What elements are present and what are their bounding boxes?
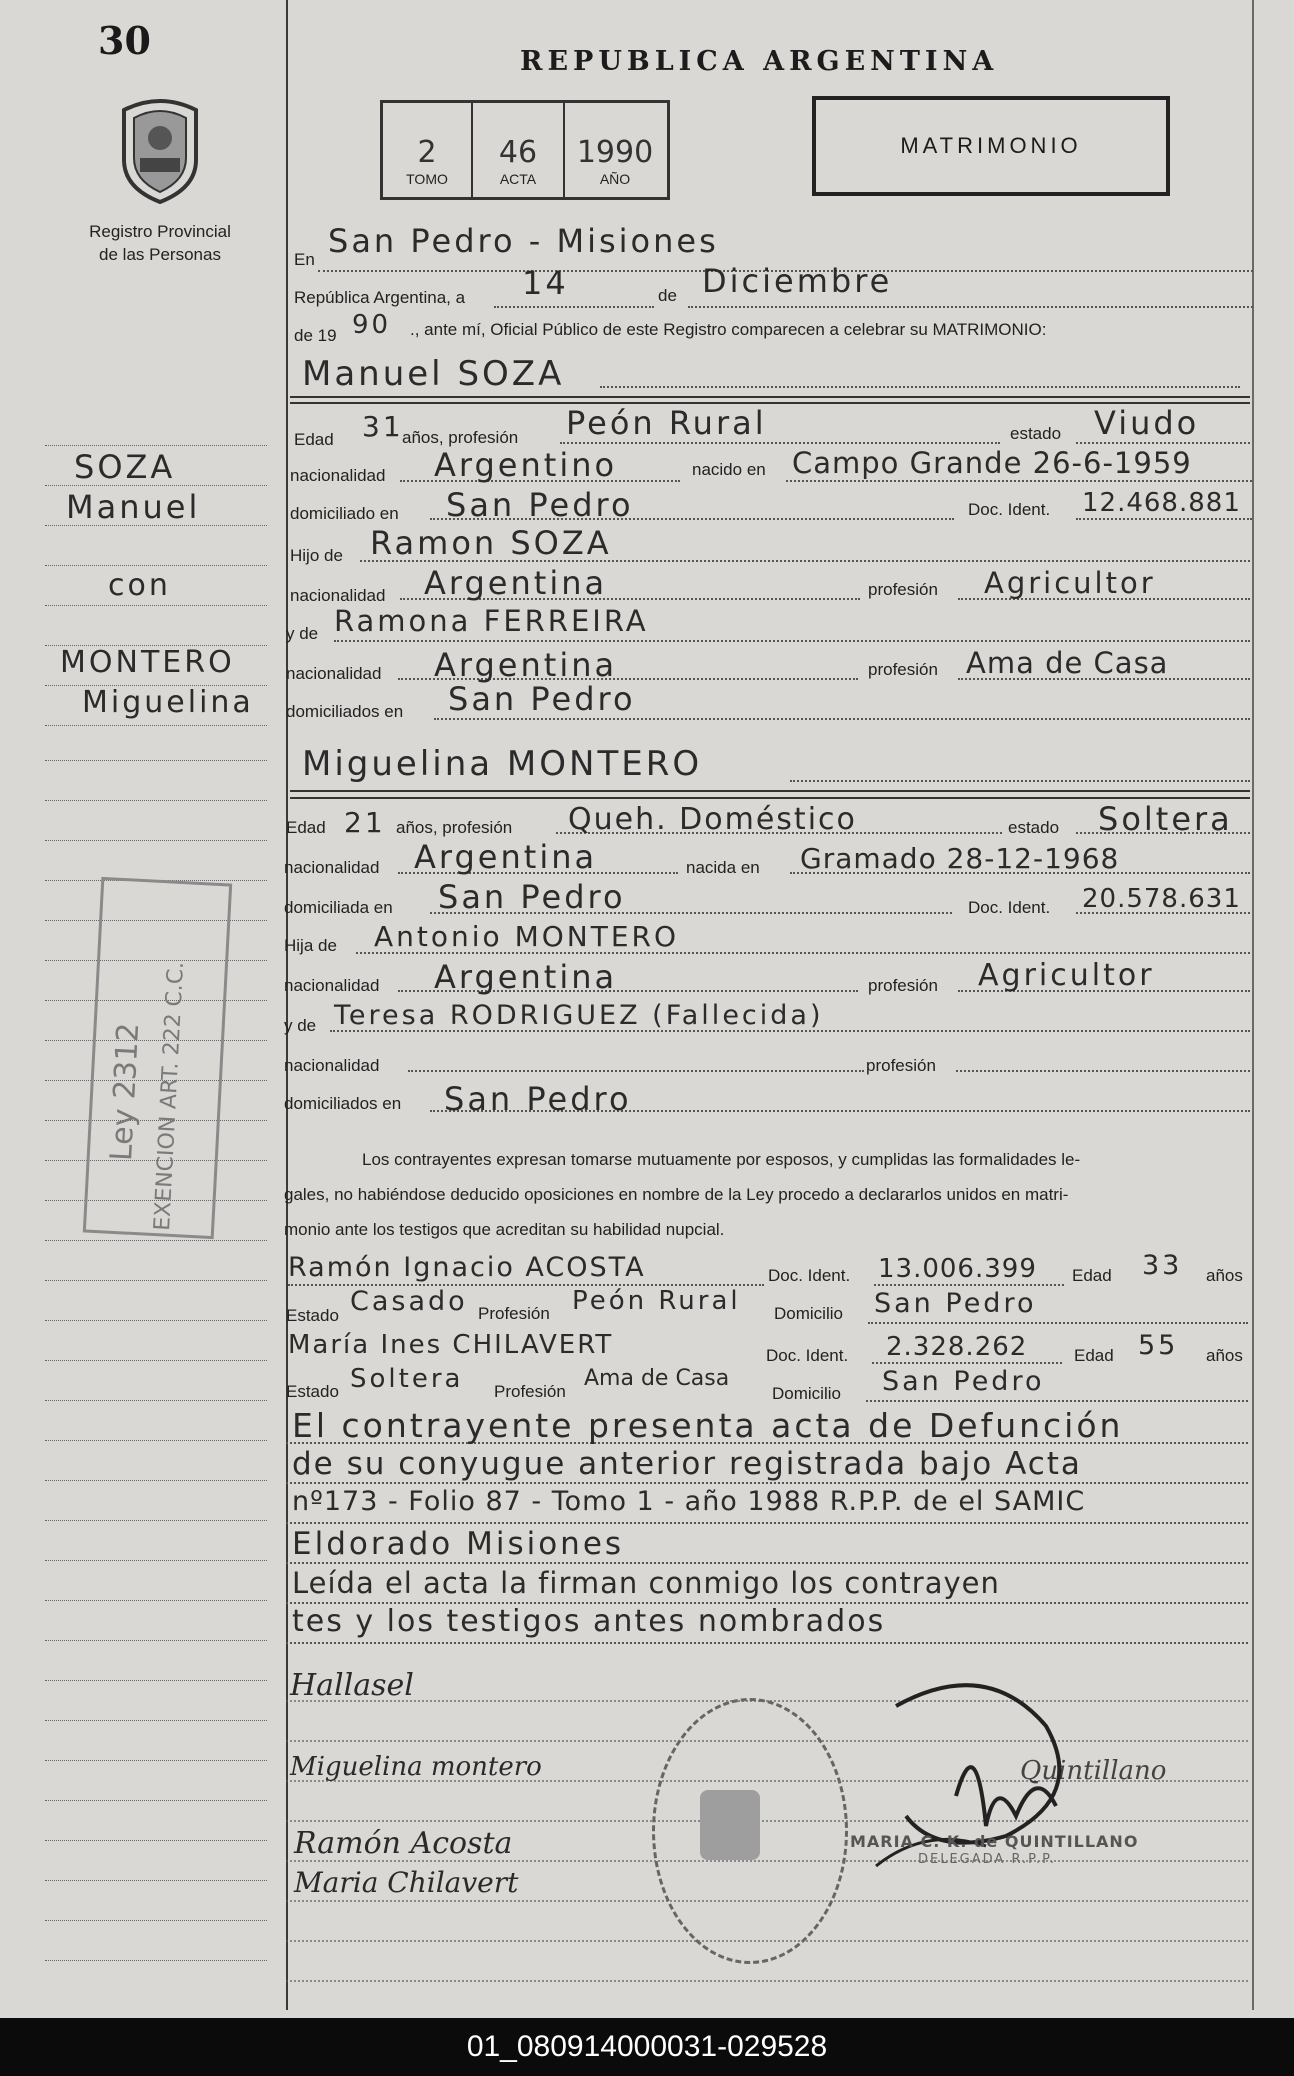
witness2-label-estado: Estado bbox=[286, 1382, 339, 1401]
signature-4: Maria Chilavert bbox=[294, 1866, 519, 1899]
country-title: REPUBLICA ARGENTINA bbox=[520, 46, 999, 77]
right-margin-border bbox=[1252, 0, 1254, 2010]
acta-label: ACTA bbox=[499, 171, 537, 187]
bride-label-anos: años, profesión bbox=[396, 818, 513, 837]
bride-profession: Queh. Doméstico bbox=[568, 802, 857, 837]
witness1-label-anos: años bbox=[1206, 1266, 1243, 1285]
bride-doc: 20.578.631 bbox=[1082, 884, 1241, 914]
bride-nationality: Argentina bbox=[414, 838, 598, 876]
groom-label-mother-prof: profesión bbox=[868, 660, 938, 679]
official-stamp-role: DELEGADA R.P.P. bbox=[918, 1852, 1057, 1867]
groom-birth: Campo Grande 26-6-1959 bbox=[792, 446, 1192, 480]
bride-father-nationality: Argentina bbox=[434, 958, 618, 996]
groom-label-doc: Doc. Ident. bbox=[968, 500, 1051, 519]
witness1-label-dom: Domicilio bbox=[774, 1304, 843, 1323]
bride-label-doc: Doc. Ident. bbox=[968, 898, 1051, 917]
label-en: En bbox=[294, 250, 315, 269]
bride-label-domiciliados: domiciliados en bbox=[284, 1094, 402, 1113]
bride-label-nacida: nacida en bbox=[686, 858, 760, 877]
label-intro-rest: ., ante mí, Oficial Público de este Registro comparecen a celebrar su MATRIMONIO: bbox=[410, 320, 1047, 339]
witness2-label-dom: Domicilio bbox=[772, 1384, 841, 1403]
bride-civil-state: Soltera bbox=[1098, 800, 1233, 838]
margin-surname2: MONTERO bbox=[60, 645, 235, 680]
registry-name-line1: Registro Provincial bbox=[89, 222, 231, 241]
note-line4: Eldorado Misiones bbox=[292, 1526, 625, 1562]
official-seal-emblem bbox=[700, 1790, 760, 1860]
record-type-box bbox=[812, 96, 1170, 196]
bride-label-hija: Hija de bbox=[284, 936, 337, 955]
tomo-value: 2 bbox=[417, 135, 437, 170]
groom-father-nationality: Argentina bbox=[424, 564, 608, 602]
groom-mother-nationality: Argentina bbox=[434, 646, 618, 684]
declaration-line3: monio ante los testigos que acreditan su habilidad nupcial. bbox=[284, 1220, 725, 1239]
groom-father-profession: Agricultor bbox=[984, 566, 1156, 600]
groom-label-estado: estado bbox=[1010, 424, 1062, 443]
record-type: MATRIMONIO bbox=[900, 133, 1082, 158]
groom-label-domiciliados: domiciliados en bbox=[286, 702, 404, 721]
witness2-label-prof: Profesión bbox=[494, 1382, 566, 1401]
marriage-day: 14 bbox=[522, 264, 569, 302]
witness1-label-doc: Doc. Ident. bbox=[768, 1266, 851, 1285]
signature-2: Miguelina montero bbox=[290, 1752, 542, 1782]
witness1-label-edad: Edad bbox=[1072, 1266, 1112, 1285]
groom-label-father-prof: profesión bbox=[868, 580, 938, 599]
groom-father: Ramon SOZA bbox=[370, 524, 612, 562]
groom-nationality: Argentino bbox=[434, 446, 618, 484]
groom-label-mother-nac: nacionalidad bbox=[286, 664, 382, 683]
stamp-line1: Ley 2312 bbox=[104, 1021, 147, 1162]
registry-name bbox=[60, 222, 260, 265]
witness1-name: Ramón Ignacio ACOSTA bbox=[288, 1252, 646, 1283]
note-line1: El contrayente presenta acta de Defunción bbox=[292, 1406, 1124, 1445]
groom-mother-profession: Ama de Casa bbox=[966, 646, 1169, 680]
groom-label-nacido: nacido en bbox=[692, 460, 766, 479]
witness2-name: María Ines CHILAVERT bbox=[288, 1330, 614, 1360]
margin-name2: Miguelina bbox=[82, 685, 254, 720]
ano-value: 1990 bbox=[576, 135, 654, 170]
bride-parents-domicile: San Pedro bbox=[444, 1080, 632, 1118]
groom-mother: Ramona FERREIRA bbox=[334, 604, 649, 638]
witness2-state: Soltera bbox=[350, 1364, 464, 1394]
witness2-label-doc: Doc. Ident. bbox=[766, 1346, 849, 1365]
witness2-label-edad: Edad bbox=[1074, 1346, 1114, 1365]
label-year-prefix: de 19 bbox=[294, 326, 337, 345]
groom-doc: 12.468.881 bbox=[1082, 488, 1241, 518]
declaration-text bbox=[284, 1142, 1246, 1247]
bride-domicile: San Pedro bbox=[438, 878, 626, 916]
note-line3: nº173 - Folio 87 - Tomo 1 - año 1988 R.P.P. de el SAMIC bbox=[292, 1486, 1086, 1517]
bride-label-mother-prof: profesión bbox=[866, 1056, 936, 1075]
bride-label-father-nac: nacionalidad bbox=[284, 976, 380, 995]
bride-mother: Teresa RODRIGUEZ (Fallecida) bbox=[334, 1000, 824, 1031]
groom-label-dom: domiciliado en bbox=[290, 504, 399, 523]
groom-label-yde: y de bbox=[286, 624, 319, 643]
signature-3: Ramón Acosta bbox=[294, 1826, 513, 1861]
bride-label-mother-nac: nacionalidad bbox=[284, 1056, 380, 1075]
witness1-label-estado: Estado bbox=[286, 1306, 339, 1325]
marriage-month: Diciembre bbox=[702, 262, 893, 300]
margin-surname1: SOZA bbox=[74, 448, 176, 486]
witness2-domicile: San Pedro bbox=[882, 1366, 1045, 1397]
registry-logo bbox=[114, 96, 206, 204]
acta-value: 46 bbox=[498, 135, 538, 170]
label-de-month: de bbox=[658, 286, 677, 305]
witness1-doc: 13.006.399 bbox=[878, 1254, 1037, 1284]
bride-label-father-prof: profesión bbox=[868, 976, 938, 995]
witness1-label-prof: Profesión bbox=[478, 1304, 550, 1323]
stamp-line2: EXENCION ART. 222 C.C. bbox=[150, 961, 190, 1232]
bride-father: Antonio MONTERO bbox=[374, 920, 679, 953]
groom-label-father-nac: nacionalidad bbox=[290, 586, 386, 605]
groom-label-anos: años, profesión bbox=[402, 428, 519, 447]
groom-domicile: San Pedro bbox=[446, 486, 634, 524]
label-republica: República Argentina, a bbox=[294, 288, 466, 307]
margin-connector: con bbox=[108, 568, 171, 603]
bride-father-profession: Agricultor bbox=[978, 958, 1155, 993]
groom-civil-state: Viudo bbox=[1094, 404, 1200, 442]
official-stamp-name: MARIA C. K. de QUINTILLANO bbox=[850, 1832, 1139, 1851]
bride-name: Miguelina MONTERO bbox=[302, 744, 703, 784]
bride-label-edad: Edad bbox=[286, 818, 326, 837]
groom-label-edad: Edad bbox=[294, 430, 334, 449]
left-margin-border bbox=[286, 0, 288, 2010]
groom-name: Manuel SOZA bbox=[302, 354, 565, 394]
registry-name-line2: de las Personas bbox=[99, 245, 221, 264]
bride-label-yde: y de bbox=[284, 1016, 317, 1035]
signature-1: Hallasel bbox=[290, 1668, 414, 1703]
marriage-year: 90 bbox=[352, 310, 392, 340]
note-line2: de su conyugue anterior registrada bajo Acta bbox=[292, 1446, 1082, 1482]
bride-age: 21 bbox=[344, 806, 386, 839]
groom-label-nac: nacionalidad bbox=[290, 466, 386, 485]
note-line6: tes y los testigos antes nombrados bbox=[292, 1604, 886, 1639]
witness2-age: 55 bbox=[1138, 1330, 1179, 1361]
groom-profession: Peón Rural bbox=[566, 404, 767, 442]
marriage-place: San Pedro - Misiones bbox=[328, 222, 719, 260]
page-number: 30 bbox=[98, 18, 151, 63]
witness1-age: 33 bbox=[1142, 1250, 1183, 1281]
official-signature: Quintillano bbox=[1020, 1756, 1167, 1786]
note-line5: Leída el acta la firman conmigo los contrayen bbox=[292, 1566, 1000, 1600]
witness2-label-anos: años bbox=[1206, 1346, 1243, 1365]
witness1-state: Casado bbox=[350, 1286, 468, 1317]
record-number-box bbox=[380, 100, 670, 200]
declaration-line2: gales, no habiéndose deducido oposiciones en nombre de la Ley procedo a declararlos unidos en matri- bbox=[284, 1185, 1069, 1204]
groom-label-hijo: Hijo de bbox=[290, 546, 343, 565]
ano-label: AÑO bbox=[599, 171, 631, 187]
bride-label-nac: nacionalidad bbox=[284, 858, 380, 877]
tomo-label: TOMO bbox=[406, 171, 448, 187]
groom-age: 31 bbox=[362, 410, 404, 443]
witness1-domicile: San Pedro bbox=[874, 1288, 1037, 1319]
declaration-line1: Los contrayentes expresan tomarse mutuamente por esposos, y cumplidas las formalidades le- bbox=[362, 1150, 1081, 1169]
witness2-doc: 2.328.262 bbox=[886, 1332, 1028, 1362]
footer-code: 01_080914000031-029528 bbox=[0, 2018, 1294, 2076]
witness1-profession: Peón Rural bbox=[572, 1286, 741, 1316]
groom-parents-domicile: San Pedro bbox=[448, 680, 636, 718]
bride-label-estado: estado bbox=[1008, 818, 1060, 837]
margin-name1: Manuel bbox=[66, 488, 201, 526]
bride-birth: Gramado 28-12-1968 bbox=[800, 842, 1120, 875]
bride-label-dom: domiciliada en bbox=[284, 898, 393, 917]
witness2-profession: Ama de Casa bbox=[584, 1366, 730, 1391]
